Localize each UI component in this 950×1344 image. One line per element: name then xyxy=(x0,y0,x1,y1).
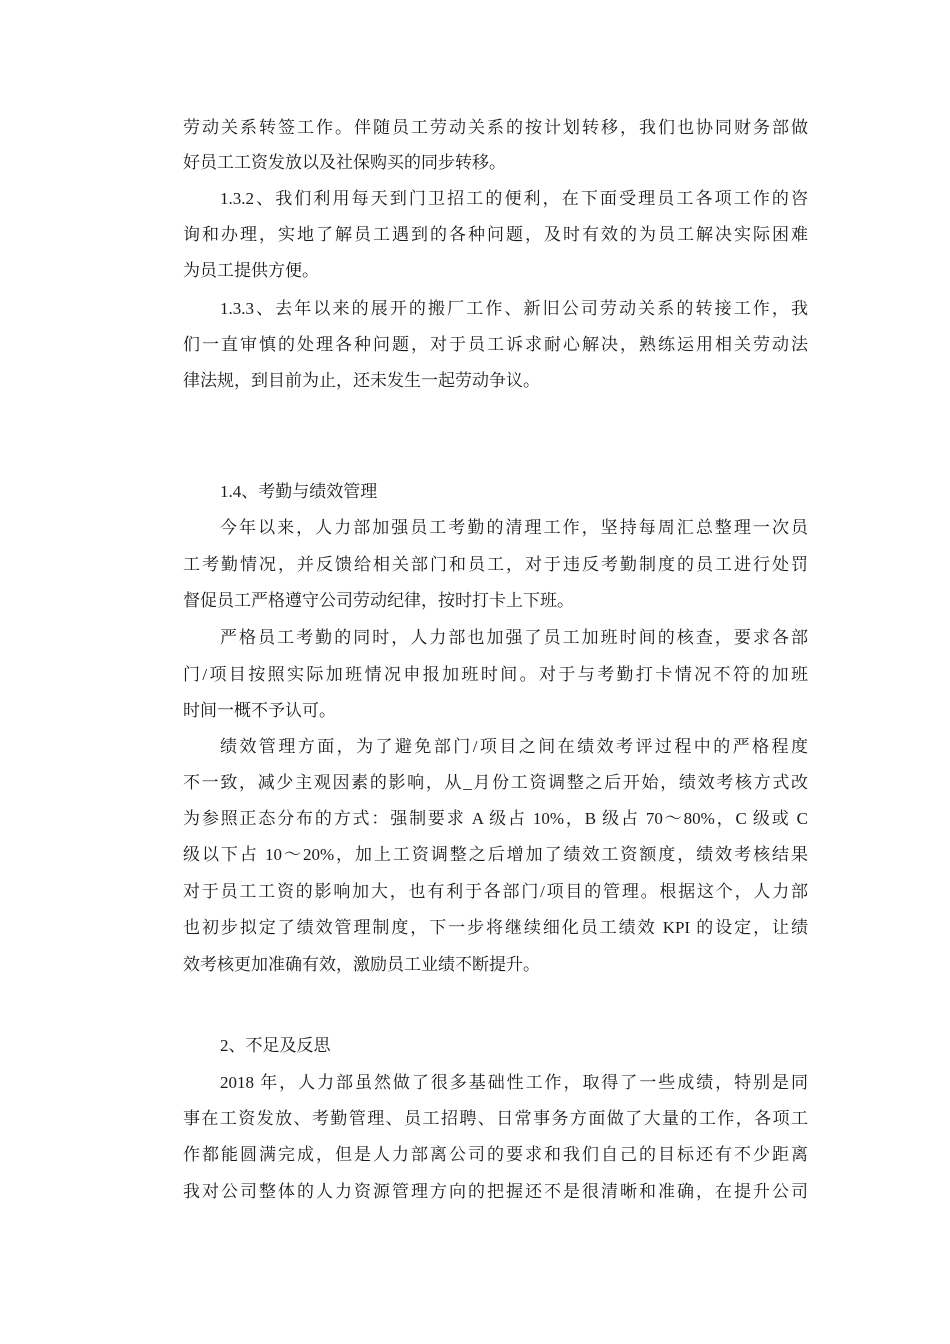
text-line: 门/项目按照实际加班情况申报加班时间。对于与考勤打卡情况不符的加班 xyxy=(183,665,808,684)
text-line: 事在工资发放、考勤管理、员工招聘、日常事务方面做了大量的工作，各项工 xyxy=(183,1109,808,1128)
text-line: 时间一概不予认可。 xyxy=(183,701,336,720)
text-line: 严格员工考勤的同时，人力部也加强了员工加班时间的核查，要求各部 xyxy=(220,628,808,647)
text-line: 2018 年，人力部虽然做了很多基础性工作，取得了一些成绩，特别是同 xyxy=(220,1073,808,1092)
text-line: 劳动关系转签工作。伴随员工劳动关系的按计划转移，我们也协同财务部做 xyxy=(183,118,808,137)
section-heading: 1.4、考勤与绩效管理 xyxy=(220,482,378,501)
text-line: 为员工提供方便。 xyxy=(183,261,319,280)
text-line: 询和办理，实地了解员工遇到的各种问题，及时有效的为员工解决实际困难 xyxy=(183,225,808,244)
text-line: 为参照正态分布的方式：强制要求 A 级占 10%，B 级占 70～80%，C 级或 C xyxy=(183,809,808,828)
text-line: 也初步拟定了绩效管理制度，下一步将继续细化员工绩效 KPI 的设定，让绩 xyxy=(183,918,808,937)
text-line: 工考勤情况，并反馈给相关部门和员工，对于违反考勤制度的员工进行处罚 xyxy=(183,555,808,574)
text-line: 督促员工严格遵守公司劳动纪律，按时打卡上下班。 xyxy=(183,591,574,610)
text-line: 效考核更加准确有效，激励员工业绩不断提升。 xyxy=(183,955,540,974)
section-heading: 2、不足及反思 xyxy=(220,1036,331,1055)
text-line: 我对公司整体的人力资源管理方向的把握还不是很清晰和准确，在提升公司 xyxy=(183,1182,808,1201)
text-line: 好员工工资发放以及社保购买的同步转移。 xyxy=(183,153,506,172)
text-line: 1.3.2、我们利用每天到门卫招工的便利，在下面受理员工各项工作的咨 xyxy=(220,189,808,208)
text-line: 1.3.3、去年以来的展开的搬厂工作、新旧公司劳动关系的转接工作，我 xyxy=(220,299,808,318)
text-line: 绩效管理方面，为了避免部门/项目之间在绩效考评过程中的严格程度 xyxy=(220,737,808,756)
text-line: 们一直审慎的处理各种问题，对于员工诉求耐心解决，熟练运用相关劳动法 xyxy=(183,335,808,354)
text-line: 不一致，减少主观因素的影响，从_月份工资调整之后开始，绩效考核方式改 xyxy=(183,773,808,792)
text-line: 级以下占 10～20%，加上工资调整之后增加了绩效工资额度，绩效考核结果 xyxy=(183,845,808,864)
text-line: 作都能圆满完成，但是人力部离公司的要求和我们自己的目标还有不少距离 xyxy=(183,1145,808,1164)
text-line: 律法规，到目前为止，还未发生一起劳动争议。 xyxy=(183,371,540,390)
text-line: 对于员工工资的影响加大，也有利于各部门/项目的管理。根据这个，人力部 xyxy=(183,882,808,901)
text-line: 今年以来，人力部加强员工考勤的清理工作，坚持每周汇总整理一次员 xyxy=(220,518,808,537)
